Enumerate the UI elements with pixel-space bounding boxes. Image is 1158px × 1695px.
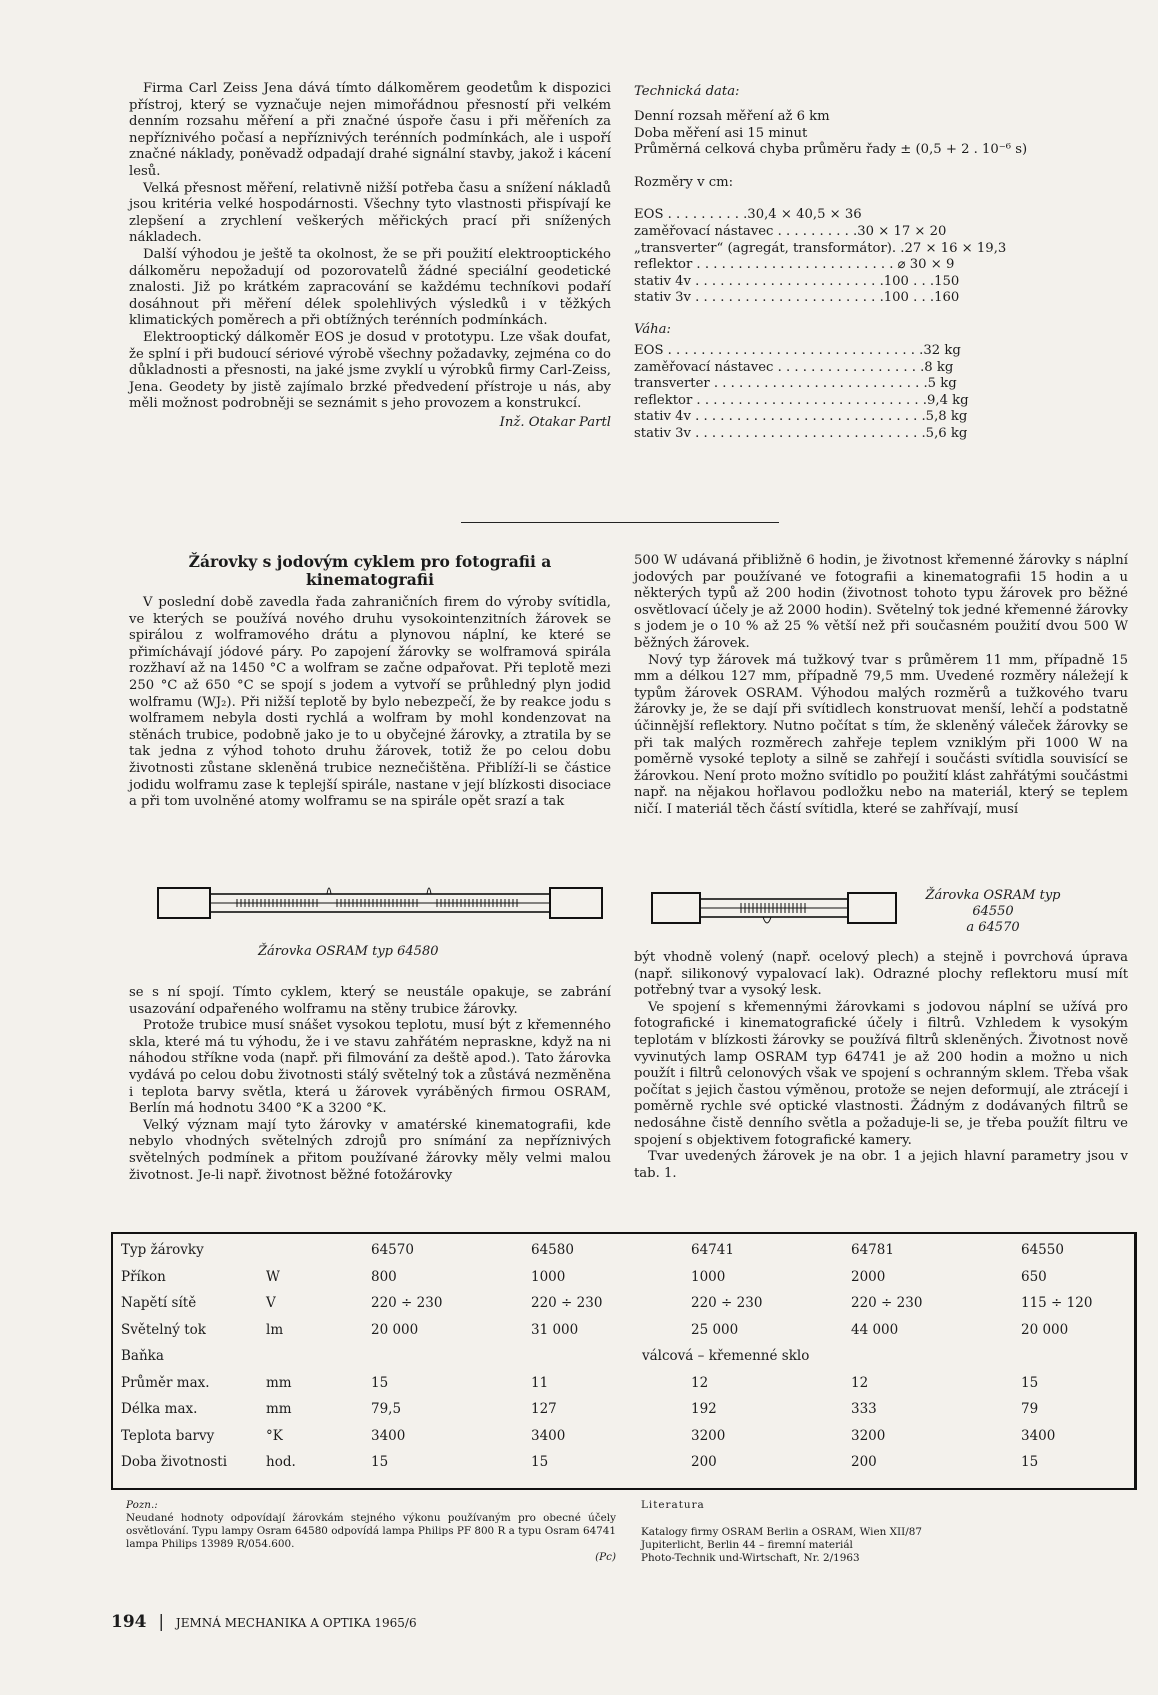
weight-row: transverter . . . . . . . . . . . . . . . . . . . . . . . . . .5 kg <box>634 376 957 392</box>
table-note <box>126 1499 616 1564</box>
table-cell: 15 <box>531 1454 549 1471</box>
row-unit: lm <box>266 1321 284 1338</box>
literature-item: Jupiterlicht, Berlin 44 – firemní materiál <box>641 1539 853 1551</box>
figure-caption-left: Žárovka OSRAM typ 64580 <box>258 944 439 959</box>
table-cell: 3200 <box>851 1427 886 1444</box>
weight-row: reflektor . . . . . . . . . . . . . . . . . . . . . . . . . . . .9,4 kg <box>634 392 969 408</box>
lamp-article-left-top <box>129 553 611 811</box>
row-unit: W <box>266 1268 280 1285</box>
table-cell: 11 <box>531 1374 549 1391</box>
table-cell: 20 000 <box>371 1321 419 1338</box>
table-cell: 12 <box>851 1374 869 1391</box>
row-label: Baňka <box>121 1348 164 1365</box>
author-signature: Inž. Otakar Partl <box>499 414 611 430</box>
note-title: Pozn.: <box>126 1499 158 1511</box>
lamp-article-right-top <box>634 553 1128 819</box>
paragraph: V poslední době zavedla řada zahraničních firem do výroby svítidla, ve kterých se používá nového druhu vysokointenzitních žárovek se spirálou z wolframového drátu a plynovou náplní, ke které se přimíchávají jódové páry. Po zapojení žárovky se wolframová spirála rozžhaví až na 1450 °C a wolfram se začne odpařovat. Při teplotě mezi 250 °C až 650 °C se spojí s jodem a vytvoří se průhledný plyn jodid wolframu (WJ₂). Při nižší teplotě by bylo nebezpečí, že by reakce jodu s wolframem nebyla dosti rychlá a wolfram by mohl kondenzovat na stěnách trubice, podobně jako je to u obyčejné žárovky, a ztratila by se tak jedna z výhod tohoto druhu žárovek, totiž že po celou dobu životnosti zůstane skleněná trubice neznečištěna. Přiblíží-li se částice jodidu wolframu zase k teplejší spirále, nastane v její blízkosti disociace a při tom uvolněné atomy wolframu se na spirále opět srazí a tak <box>129 595 611 810</box>
table-cell: 800 <box>371 1268 397 1285</box>
paragraph: Velká přesnost měření, relativně nižší potřeba času a snížení nákladů jsou kritéria velké hospodárnosti. Všechny tyto vlastnosti přispívají ke zlepšení a zrychlení veškerých měřických prací při snížených nákladech. <box>129 180 611 246</box>
table-cell: 79 <box>1021 1401 1039 1418</box>
table-row <box>117 1264 1127 1291</box>
table-cell: 15 <box>1021 1374 1039 1391</box>
tech-line: Průměrná celková chyba průměru řady ± (0,5 + 2 . 10⁻⁶ s) <box>634 142 1028 158</box>
table-cell: 3400 <box>531 1427 566 1444</box>
row-label: Příkon <box>121 1268 166 1285</box>
row-unit <box>262 1343 367 1370</box>
row-label: Doba životnosti <box>121 1454 228 1471</box>
weight-row: stativ 3v . . . . . . . . . . . . . . . . . . . . . . . . . . . .5,6 kg <box>634 425 968 441</box>
weight-row: zaměřovací nástavec . . . . . . . . . . . . . . . . . .8 kg <box>634 359 954 375</box>
table-cell: 64781 <box>851 1242 894 1259</box>
row-label: Teplota barvy <box>121 1427 215 1444</box>
table-cell: 200 <box>691 1454 717 1471</box>
weight-heading: Váha: <box>634 321 671 337</box>
dim-row: stativ 4v . . . . . . . . . . . . . . . . . . . . . . .100 . . .150 <box>634 273 960 289</box>
paragraph: Ve spojení s křemennými žárovkami s jodovou náplní se užívá pro fotografické i kinematografické účely i filtrů. Vzhledem k vysokým teplotám v blízkosti žárovky se používá filtrů skleněných. Životnost nově vyvinutých lamp OSRAM typ 64741 je až 200 hodin a možno u nich použít i filtrů celonových však ve spojení s ochranným sklem. Třeba však počítat s jejich častou výměnou, protože se nejen deformují, ale ztrácejí i poměrně rychle své optické vlastnosti. Žádným z dodávaných filtrů se nedosáhne čistě denního světla a požaduje-li se, je třeba použít filtru ve spojení s objektivem fotografické kamery. <box>634 999 1128 1148</box>
parameter-table <box>117 1237 1127 1476</box>
caption-line: Žárovka OSRAM typ 64550 <box>925 888 1061 919</box>
note-text: Neudané hodnoty odpovídají žárovkám stejného výkonu používaným pro obecné účely osvětlování. Typu lampy Osram 64580 odpovídá lampa Philips PF 800 R a typu Osram 64741 lampa Philips 13989 R/054.600. <box>126 1512 617 1550</box>
paragraph: Firma Carl Zeiss Jena dává tímto dálkoměrem geodetům k dispozici přístroj, který se vyznačuje nejen mimořádnou přesností při velkém denním rozsahu měření a při značné úspoře času i při měřeních za nepříznivého počasí a nepříznivých terénních podmínkách, ale i uspoří značné náklady, poněvadž odpadají drahé signální stavby, jakož i kácení lesů. <box>129 81 611 179</box>
row-unit: mm <box>266 1401 292 1418</box>
dim-row: „transverter“ (agregát, transformátor). .27 × 16 × 19,3 <box>634 240 1007 256</box>
table-cell: 15 <box>371 1374 389 1391</box>
dim-row: zaměřovací nástavec . . . . . . . . . .30 × 17 × 20 <box>634 223 947 239</box>
dims-heading: Rozměry v cm: <box>634 174 734 190</box>
literature-title: Literatura <box>641 1499 705 1511</box>
table-row <box>117 1423 1127 1450</box>
tech-line: Doba měření asi 15 minut <box>634 125 808 141</box>
tech-line: Denní rozsah měření až 6 km <box>634 109 830 124</box>
table-cell: 650 <box>1021 1268 1047 1285</box>
row-unit: V <box>266 1295 276 1312</box>
lamp-drawing-64550 <box>651 885 897 931</box>
row-unit <box>262 1237 367 1264</box>
paragraph: 500 W udávaná přibližně 6 hodin, je životnost křemenné žárovky s náplní jodových par používané ve fotografii a kinematografii 15 hodin a u některých typů až 200 hodin (životnost tohoto typu žárovek pro běžné osvětlovací účely je až 2000 hodin). Světelný tok jedné křemenné žárovky s jodem je o 10 % až 25 % větší než při současném použití dvou 500 W běžných žárovek. <box>634 553 1128 651</box>
row-label: Průměr max. <box>121 1374 210 1391</box>
table-row <box>117 1290 1127 1317</box>
table-cell: 2000 <box>851 1268 886 1285</box>
literature-item: Photo-Technik und-Wirtschaft, Nr. 2/1963 <box>641 1552 860 1564</box>
weight-row: EOS . . . . . . . . . . . . . . . . . . . . . . . . . . . . . . .32 kg <box>634 342 961 358</box>
row-label: Délka max. <box>121 1401 198 1418</box>
table-cell: 220 ÷ 230 <box>851 1295 923 1312</box>
page-number: 194 <box>111 1612 147 1632</box>
technical-data <box>634 83 1094 443</box>
table-row <box>117 1449 1127 1476</box>
table-cell: 220 ÷ 230 <box>531 1295 603 1312</box>
paragraph: Tvar uvedených žárovek je na obr. 1 a jejich hlavní parametry jsou v tab. 1. <box>634 1149 1128 1181</box>
table-row <box>117 1237 1127 1264</box>
row-label: Světelný tok <box>121 1321 206 1338</box>
table-cell: 115 ÷ 120 <box>1021 1295 1093 1312</box>
weight-row: stativ 4v . . . . . . . . . . . . . . . . . . . . . . . . . . . .5,8 kg <box>634 409 968 425</box>
table-cell: 1000 <box>531 1268 566 1285</box>
table-cell: 64550 <box>1021 1242 1064 1259</box>
paragraph: Elektrooptický dálkoměr EOS je dosud v prototypu. Lze však doufat, že splní i při budoucí sériové výrobě všechny požadavky, zejména co do důkladnosti a přesnosti, na jaké jsme zvyklí u výrobků firmy Carl-Zeiss, Jena. Geodety by jistě zajímalo brzké předvedení přístroje u nás, aby měli možnost podrobněji se seznámit s jeho provozem a konstrukcí. <box>129 329 611 412</box>
dim-row: reflektor . . . . . . . . . . . . . . . . . . . . . . . . ⌀ 30 × 9 <box>634 257 955 273</box>
paragraph: Nový typ žárovek má tužkový tvar s průměrem 11 mm, případně 15 mm a délkou 127 mm, případně 79,5 mm. Uvedené rozměry náležejí k typům žárovek OSRAM. Výhodou malých rozměrů a tužkového tvaru žárovky je, že se dají při svítidlech konstruovat menší, lehčí a podstatně účinnější reflektory. Nutno počítat s tím, že skleněný váleček žárovky se při tak malých rozměrech zahřeje teplem vzniklým při 1000 W na poměrně vysoké teploty a silně se zahřejí i součásti svítidla souvisící se žárovkou. Není proto možno svítidlo po použití klást zahřátými součástmi např. na nějakou hořlavou podložku nebo na materiál, který se teplem ničí. I materiál těch částí svítidla, které se zahřívají, musí <box>634 652 1128 817</box>
table-cell: 20 000 <box>1021 1321 1069 1338</box>
table-cell: 220 ÷ 230 <box>371 1295 443 1312</box>
figure-caption-right <box>908 888 1078 936</box>
table-cell: 127 <box>531 1401 557 1418</box>
table-cell: 64741 <box>691 1242 734 1259</box>
table-cell: 25 000 <box>691 1321 739 1338</box>
lamp-article-right-bottom <box>634 950 1128 1182</box>
table-cell: 3200 <box>691 1427 726 1444</box>
lamp-drawing-64580 <box>157 880 603 926</box>
note-signature: (Pc) <box>595 1551 616 1563</box>
table-cell: 3400 <box>1021 1427 1056 1444</box>
table-row <box>117 1370 1127 1397</box>
table-cell: 15 <box>371 1454 389 1471</box>
literature <box>641 1499 1121 1565</box>
table-cell: 200 <box>851 1454 877 1471</box>
table-cell: 31 000 <box>531 1321 579 1338</box>
table-cell: válcová – křemenné sklo <box>642 1348 810 1365</box>
paragraph: Velký význam mají tyto žárovky v amatérské kinematografii, kde nebylo vhodných světelných zdrojů pro snímání za nepříznivých světelných podmínek a přitom používané žárovky měly velmi malou životnost. Je-li např. životnost běžné fotožárovky <box>129 1117 611 1183</box>
paragraph: Další výhodou je ještě ta okolnost, že se při použití elektrooptického dálkoměru nepožadují od pozorovatelů žádné speciální geodetické znalosti. Již po krátkém zapracování se každému techníkovi podaří dosáhnout při měření délek spolehlivých výsledků i v těžkých klimatických poměrech a při obtížných terénních podmínkách. <box>129 246 611 329</box>
row-label: Napětí sítě <box>121 1295 197 1312</box>
row-unit: °K <box>266 1427 283 1444</box>
dim-row: EOS . . . . . . . . . .30,4 × 40,5 × 36 <box>634 207 862 223</box>
footer-separator: | <box>158 1612 165 1632</box>
row-unit: mm <box>266 1374 292 1391</box>
table-cell: 64580 <box>531 1242 574 1259</box>
paragraph: být vhodně volený (např. ocelový plech) a stejně i povrchová úprava (např. silikonový vypalovací lak). Odrazné plochy reflektoru musí mít potřebný tvar a vysoký lesk. <box>634 950 1128 999</box>
journal-name: JEMNÁ MECHANIKA A OPTIKA 1965/6 <box>175 1616 417 1630</box>
paragraph: se s ní spojí. Tímto cyklem, který se neustále opakuje, se zabrání usazování odpařeného wolframu na stěny trubice žárovky. <box>129 985 611 1017</box>
table-cell: 44 000 <box>851 1321 899 1338</box>
row-label: Typ žárovky <box>121 1242 204 1259</box>
dim-row: stativ 3v . . . . . . . . . . . . . . . . . . . . . . .100 . . .160 <box>634 290 960 306</box>
eos-article-text <box>129 81 611 431</box>
table-cell: 1000 <box>691 1268 726 1285</box>
paragraph: Protože trubice musí snášet vysokou teplotu, musí být z křemenného skla, které má tu výhodu, že i ve stavu zahřátém nepraskne, když na ni náhodou stříkne voda (např. při filmování za deště apod.). Tato žárovka vydává po celou dobu životnosti stálý světelný tok a zůstává nezměněna i teplota barvy světla, která u žárovek vyráběných firmou OSRAM, Berlín má hodnotu 3400 °K a 3200 °K. <box>129 1018 611 1117</box>
table-cell: 192 <box>691 1401 717 1418</box>
table-cell: 3400 <box>371 1427 406 1444</box>
table-cell: 79,5 <box>371 1401 402 1418</box>
literature-item: Katalogy firmy OSRAM Berlin a OSRAM, Wien XII/87 <box>641 1526 922 1538</box>
row-unit: hod. <box>266 1454 296 1471</box>
table-cell: 12 <box>691 1374 709 1391</box>
section-divider <box>461 522 779 523</box>
tech-heading: Technická data: <box>634 84 740 99</box>
table-cell: 333 <box>851 1401 877 1418</box>
page-footer <box>111 1612 417 1632</box>
table-cell: 220 ÷ 230 <box>691 1295 763 1312</box>
table-cell: 64570 <box>371 1242 414 1259</box>
lamp-article-left-bottom <box>129 985 611 1184</box>
table-row <box>117 1317 1127 1344</box>
article-title: Žárovky s jodovým cyklem pro fotografii a kinematografii <box>188 552 552 589</box>
table-cell: 15 <box>1021 1454 1039 1471</box>
table-row <box>117 1343 1127 1370</box>
table-row <box>117 1396 1127 1423</box>
caption-line: a 64570 <box>966 920 1020 935</box>
